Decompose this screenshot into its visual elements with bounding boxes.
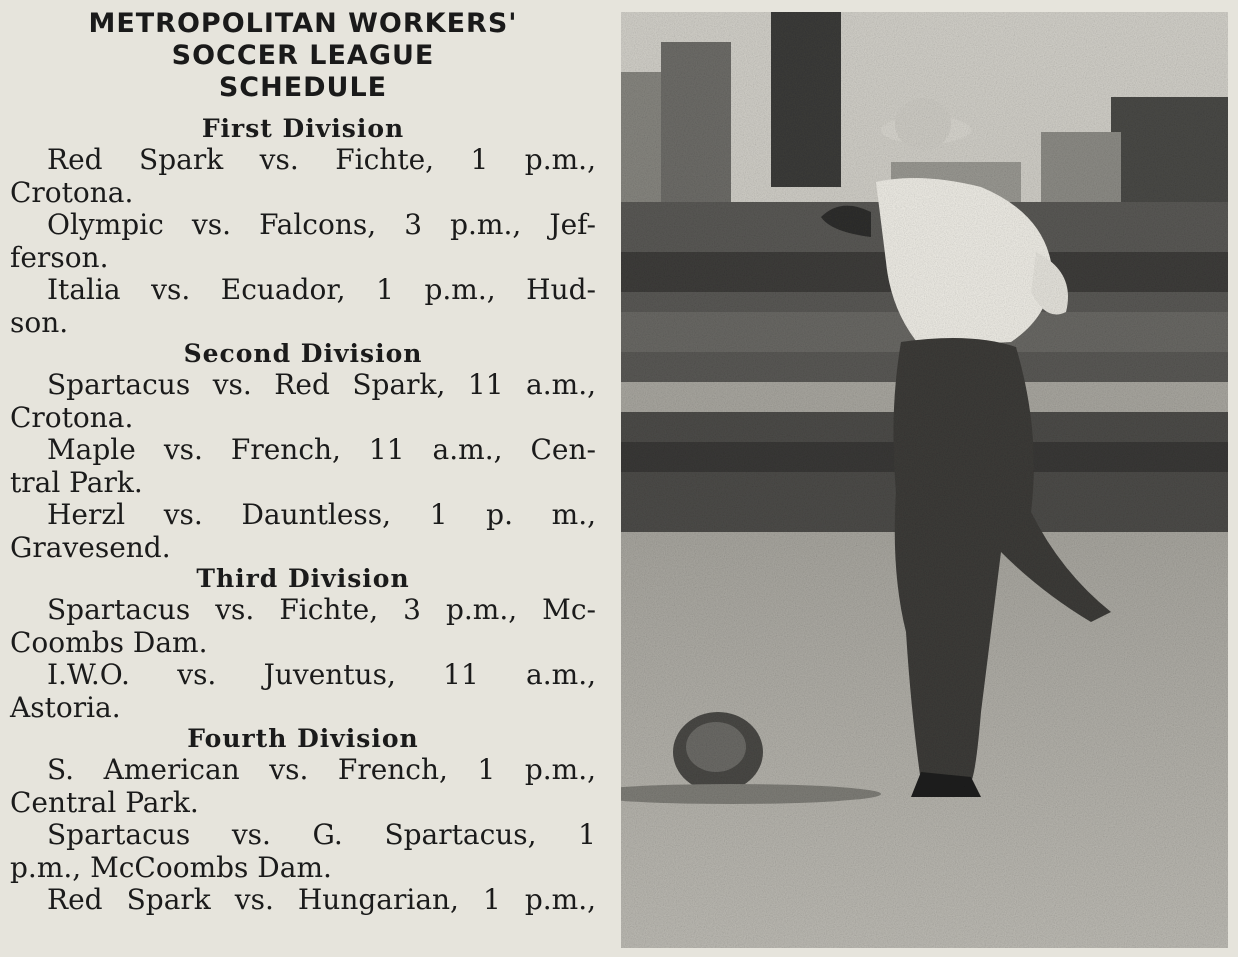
game-line-first: Herzl vs. Dauntless, 1 p. m., <box>47 498 596 531</box>
game-line-continued: son. <box>10 305 69 339</box>
game-listing <box>10 594 596 659</box>
division-heading: First Division <box>201 114 405 143</box>
game-listing <box>10 659 596 724</box>
division-heading: Fourth Division <box>187 724 419 753</box>
game-line-continued: Gravesend. <box>10 530 171 564</box>
game-line-first: Spartacus vs. Red Spark, 11 a.m., <box>47 368 596 401</box>
game-line-continued: Central Park. <box>10 785 199 819</box>
game-line-first: Maple vs. French, 11 a.m., Cen- <box>47 433 596 466</box>
game-line-continued: Crotona. <box>10 400 134 434</box>
division-list <box>10 114 596 917</box>
division-heading: Third Division <box>196 564 410 593</box>
game-line-first: S. American vs. French, 1 p.m., <box>47 753 596 786</box>
schedule-column <box>0 0 610 957</box>
game-line-continued: Coombs Dam. <box>10 625 208 659</box>
game-line-first: Spartacus vs. G. Spartacus, 1 <box>47 818 596 851</box>
game-line-continued: Crotona. <box>10 175 134 209</box>
game-listing <box>10 274 596 339</box>
game-listing <box>10 369 596 434</box>
game-line-continued: tral Park. <box>10 465 143 499</box>
game-listing <box>10 884 596 917</box>
soccer-player-kicking-ball-photo <box>621 12 1228 948</box>
headline <box>10 8 596 104</box>
photo <box>621 12 1228 948</box>
division-heading: Second Division <box>183 339 423 368</box>
game-line-first: Red Spark vs. Hungarian, 1 p.m., <box>47 883 596 916</box>
game-line-first: Spartacus vs. Fichte, 3 p.m., Mc- <box>47 593 596 626</box>
game-listing <box>10 209 596 274</box>
game-line-first: Italia vs. Ecuador, 1 p.m., Hud- <box>47 273 596 306</box>
game-listing <box>10 819 596 884</box>
game-line-first: I.W.O. vs. Juventus, 11 a.m., <box>47 658 596 691</box>
game-line-continued: ferson. <box>10 240 109 274</box>
game-line-continued: p.m., McCoombs Dam. <box>10 850 332 884</box>
game-line-continued: Astoria. <box>10 690 121 724</box>
game-listing <box>10 434 596 499</box>
headline-line-3: SCHEDULE <box>218 72 388 103</box>
game-listing <box>10 499 596 564</box>
game-listing <box>10 144 596 209</box>
game-line-first: Olympic vs. Falcons, 3 p.m., Jef- <box>47 208 596 241</box>
game-line-first: Red Spark vs. Fichte, 1 p.m., <box>47 143 596 176</box>
headline-line-2: SOCCER LEAGUE <box>171 40 435 71</box>
game-listing <box>10 754 596 819</box>
page-cutoff <box>0 943 610 957</box>
headline-line-1: METROPOLITAN WORKERS' <box>88 8 518 39</box>
